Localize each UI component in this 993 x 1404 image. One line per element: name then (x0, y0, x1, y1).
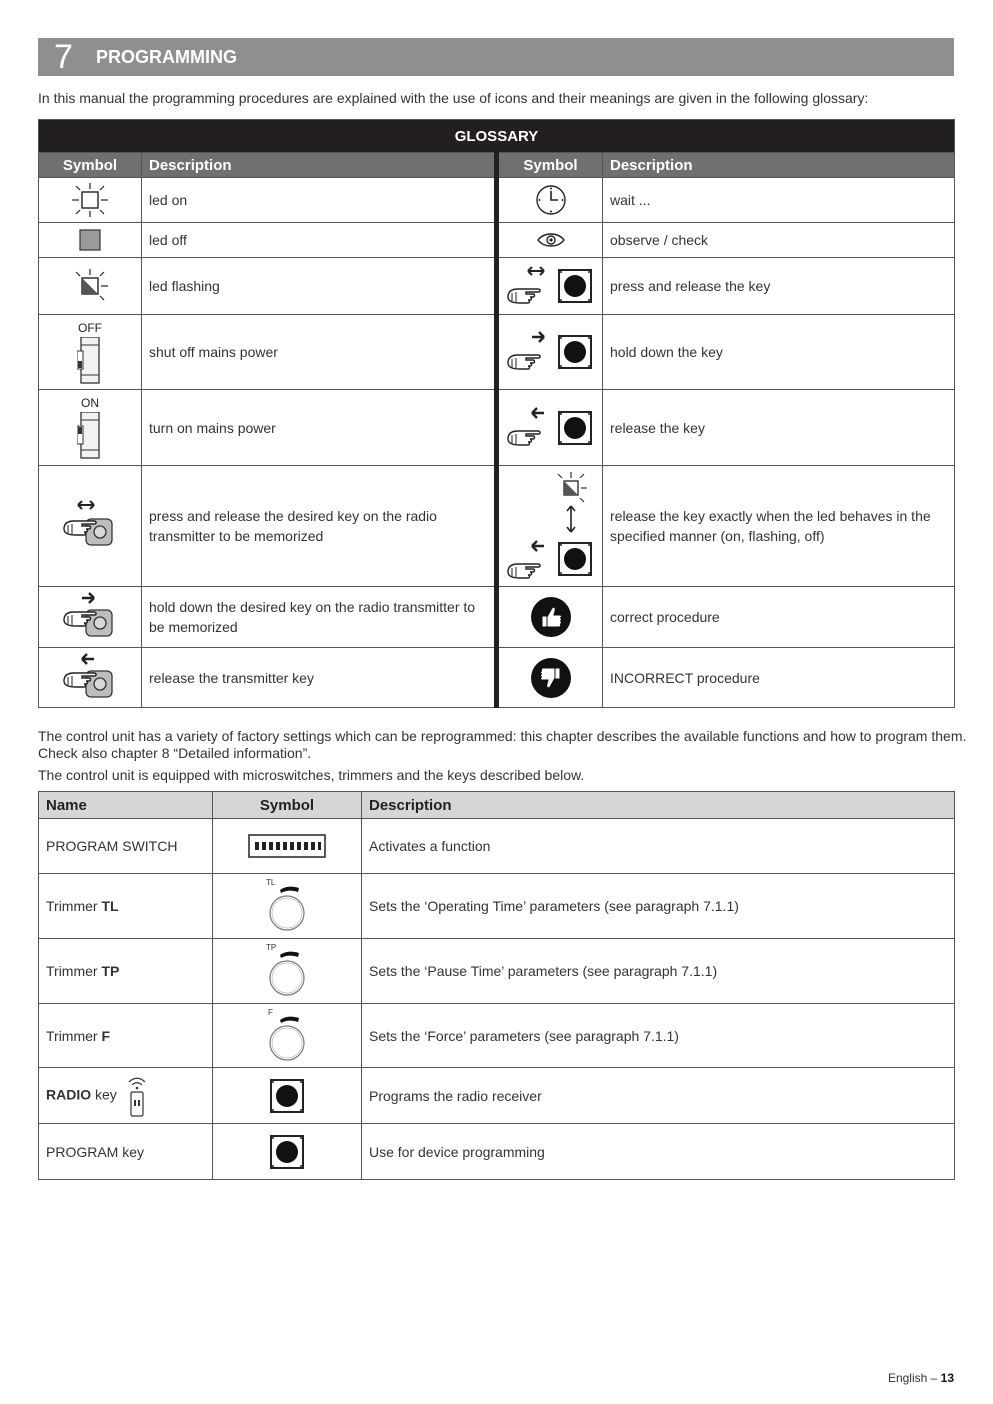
glossary-desc: led on (142, 178, 497, 223)
section-header (38, 38, 954, 76)
eye-icon (497, 223, 603, 258)
intro-text: In this manual the programming procedures are explained with the use of icons and their meanings are given in the following glossary: (38, 90, 869, 106)
glossary-row (39, 648, 955, 708)
footer-language: English – (887, 1371, 941, 1385)
transmitter-release-icon (39, 648, 142, 708)
glossary-desc: release the key (603, 390, 955, 466)
paragraph-factory-settings: The control unit has a variety of factory settings which can be reprogrammed: this chapter describes the available functions and how to program them. Check also chapter 8 “Detailed information”. (38, 728, 967, 761)
glossary-col-symbol: Symbol (39, 153, 142, 178)
glossary-row (39, 587, 955, 648)
trimmer-label: TL (266, 878, 276, 887)
glossary-desc: wait ... (603, 178, 955, 223)
glossary-row (39, 466, 955, 587)
trimmer-icon (213, 939, 362, 1004)
radio-transmitter-icon (125, 1074, 149, 1118)
led-off-icon (39, 223, 142, 258)
push-key-icon (213, 1124, 362, 1180)
led-on-icon (39, 178, 142, 223)
paragraph-equipment: The control unit is equipped with microswitches, trimmers and the keys described below. (38, 767, 585, 783)
controls-col-description: Description (362, 792, 955, 819)
glossary-col-description: Description (142, 153, 497, 178)
control-description: Sets the ‘Force’ parameters (see paragraph 7.1.1) (362, 1004, 955, 1068)
glossary-desc: hold down the desired key on the radio transmitter to be memorized (142, 587, 497, 648)
transmitter-press-release-icon (39, 466, 142, 587)
glossary-title: GLOSSARY (39, 120, 955, 153)
key-release-icon (497, 390, 603, 466)
trimmer-icon (213, 874, 362, 939)
switch-off-icon (39, 315, 142, 390)
controls-row (39, 819, 955, 874)
control-description: Sets the ‘Operating Time’ parameters (see paragraph 7.1.1) (362, 874, 955, 939)
control-description: Sets the ‘Pause Time’ parameters (see paragraph 7.1.1) (362, 939, 955, 1004)
key-hold-icon (497, 315, 603, 390)
page-footer (888, 1371, 954, 1385)
glossary-desc: shut off mains power (142, 315, 497, 390)
trimmer-icon (213, 1004, 362, 1068)
control-name: Trimmer TL (39, 874, 213, 939)
glossary-desc: INCORRECT procedure (603, 648, 955, 708)
control-name: Trimmer TP (39, 939, 213, 1004)
key-release-on-led-icon (497, 466, 603, 587)
glossary-row (39, 390, 955, 466)
controls-row (39, 1068, 955, 1124)
glossary-desc: release the key exactly when the led behaves in the specified manner (on, flashing, off) (603, 466, 955, 587)
thumbs-down-icon (497, 648, 603, 708)
glossary-desc: correct procedure (603, 587, 955, 648)
led-flashing-icon (39, 258, 142, 315)
control-name: PROGRAM key (39, 1124, 213, 1180)
glossary-row (39, 258, 955, 315)
glossary-desc: release the transmitter key (142, 648, 497, 708)
glossary-desc: led off (142, 223, 497, 258)
dip-switch-icon (213, 819, 362, 874)
clock-icon (497, 178, 603, 223)
controls-row (39, 874, 955, 939)
control-name: RADIO key (39, 1068, 213, 1124)
glossary-desc: press and release the key (603, 258, 955, 315)
glossary-desc: led flashing (142, 258, 497, 315)
glossary-col-symbol-2: Symbol (497, 153, 603, 178)
switch-on-icon (39, 390, 142, 466)
controls-col-name: Name (39, 792, 213, 819)
glossary-col-description-2: Description (603, 153, 955, 178)
control-description: Activates a function (362, 819, 955, 874)
switch-off-label: OFF (78, 320, 102, 335)
key-press-release-icon (497, 258, 603, 315)
push-key-icon (213, 1068, 362, 1124)
control-name: PROGRAM SWITCH (39, 819, 213, 874)
thumbs-up-icon (497, 587, 603, 648)
glossary-row (39, 223, 955, 258)
glossary-desc: hold down the key (603, 315, 955, 390)
glossary-row (39, 178, 955, 223)
switch-on-label: ON (81, 396, 99, 410)
glossary-row (39, 315, 955, 390)
controls-row (39, 1004, 955, 1068)
controls-row (39, 939, 955, 1004)
glossary-desc: turn on mains power (142, 390, 497, 466)
controls-table (38, 791, 955, 1180)
section-title: PROGRAMMING (96, 47, 237, 67)
glossary-desc: press and release the desired key on the radio transmitter to be memorized (142, 466, 497, 587)
glossary-desc: observe / check (603, 223, 955, 258)
section-number: 7 (54, 38, 73, 76)
trimmer-label: F (268, 1007, 273, 1017)
control-description: Use for device programming (362, 1124, 955, 1180)
page-number: 13 (940, 1371, 954, 1385)
controls-row (39, 1124, 955, 1180)
control-description: Programs the radio receiver (362, 1068, 955, 1124)
transmitter-hold-icon (39, 587, 142, 648)
controls-col-symbol: Symbol (213, 792, 362, 819)
trimmer-label: TP (266, 943, 277, 952)
glossary-table (38, 119, 955, 708)
control-name: Trimmer F (39, 1004, 213, 1068)
